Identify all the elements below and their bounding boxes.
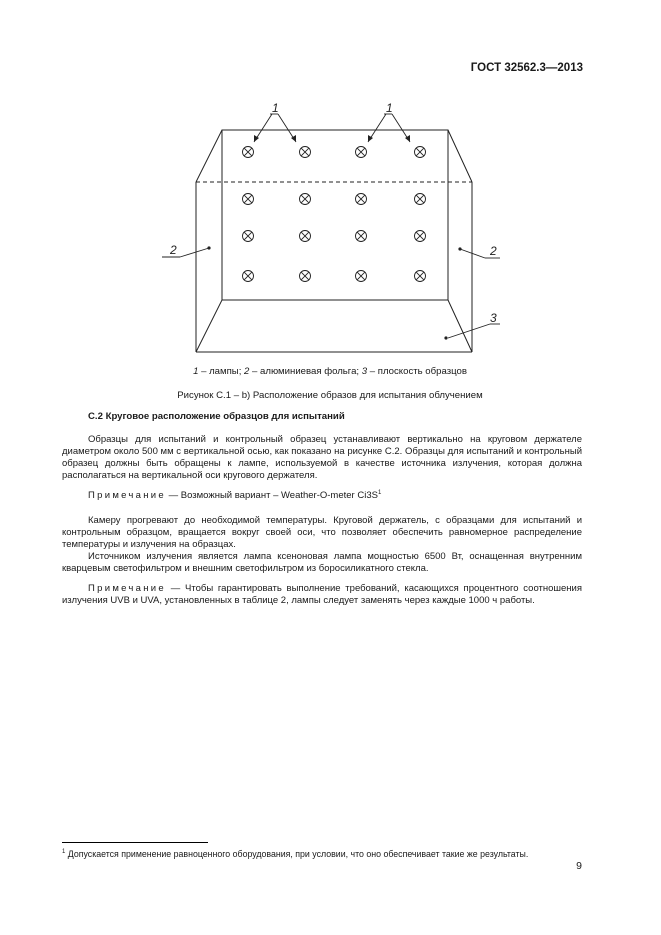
lamp-cross-circle-icon [243,271,254,282]
back-wall [222,130,448,300]
footnote-divider [62,842,208,843]
lamp-cross-circle-icon [415,231,426,242]
lamp-cross-circle-icon [356,231,367,242]
foil-label-left: 2 [170,243,177,257]
foil-label-right: 2 [490,244,497,258]
section-title: С.2 Круговое расположение образцов для испытаний [88,411,345,422]
lamp-grid [243,147,426,282]
lamp-cross-circle-icon [356,147,367,158]
paragraph-2-text: Камеру прогревают до необходимой температуры. Круговой держатель, с образцами для испытаний и контрольным образцом, вращается вокруг своей оси, что позволяет обеспечить равномерное распределение температуры и излучения на образцах. [62,515,582,551]
legend-2-text: – алюминиевая фольга; [249,366,362,377]
footnote-text: Допускается применение равноценного оборудования, при условии, что оно обеспечивает такие же результаты. [65,849,529,859]
lamp-cross-circle-icon [300,147,311,158]
page-number: 9 [576,860,582,872]
note-2-label: Примечание [88,583,166,594]
lamp-cross-circle-icon [300,231,311,242]
lamp-cross-circle-icon [415,194,426,205]
figure-caption: Рисунок С.1 – b) Расположение образов для испытания облучением [177,390,483,401]
note-1-label: Примечание [88,490,166,501]
lamp-cross-circle-icon [300,194,311,205]
lamp-cross-circle-icon [356,194,367,205]
legend-3-text: – плоскость образцов [367,366,467,377]
footnote [62,849,602,859]
lamp-cross-circle-icon [243,147,254,158]
legend-1-text: – лампы; [198,366,245,377]
note-2-text: — Чтобы гарантировать выполнение требований, касающихся процентного соотношения излучения UVB и UVA, установленных в таблице 2, лампы следует заменять через каждые 1000 ч работы. [62,583,582,607]
lamp-label-right: 1 [386,101,393,115]
lamp-label-left: 1 [272,101,279,115]
lamp-cross-circle-icon [300,271,311,282]
legend-2-number: 2 [244,366,250,377]
document-header: ГОСТ 32562.3—2013 [470,62,583,74]
note-2 [62,583,582,607]
lamp-cross-circle-icon [356,271,367,282]
note-1 [62,490,582,502]
note-1-text: — Возможный вариант – Weather-O-meter Ci3S [166,490,378,501]
legend-3-number: 3 [361,366,368,377]
paragraph-1 [62,434,582,482]
lamp-cross-circle-icon [415,147,426,158]
note-1-footnote-ref: 1 [377,489,382,496]
legend-1-number: 1 [193,366,199,377]
lamp-cross-circle-icon [243,194,254,205]
paragraph-3-text: Источником излучения является лампа ксеноновая лампа мощностью 6500 Вт, оснащенная внутренним кварцевым светофильтром и внешним светофильтром из боросиликатного стекла. [62,551,582,575]
figure-sample-arrangement [160,98,520,358]
paragraph-2 [62,515,582,575]
footnote-marker: 1 [62,849,66,856]
plane-label: 3 [490,311,497,325]
paragraph-1-text: Образцы для испытаний и контрольный образец устанавливают вертикально на круговом держателе диаметром около 500 мм с вертикальной осью, как показано на рисунке С.2. Образцы для испытаний и контрольный образец должны быть обращены к лампе, используемой в качестве источника излучения, которая должна располагаться на вертикальной оси кругового держателя. [62,434,582,482]
lamp-cross-circle-icon [415,271,426,282]
figure-legend [80,366,580,377]
lamp-cross-circle-icon [243,231,254,242]
